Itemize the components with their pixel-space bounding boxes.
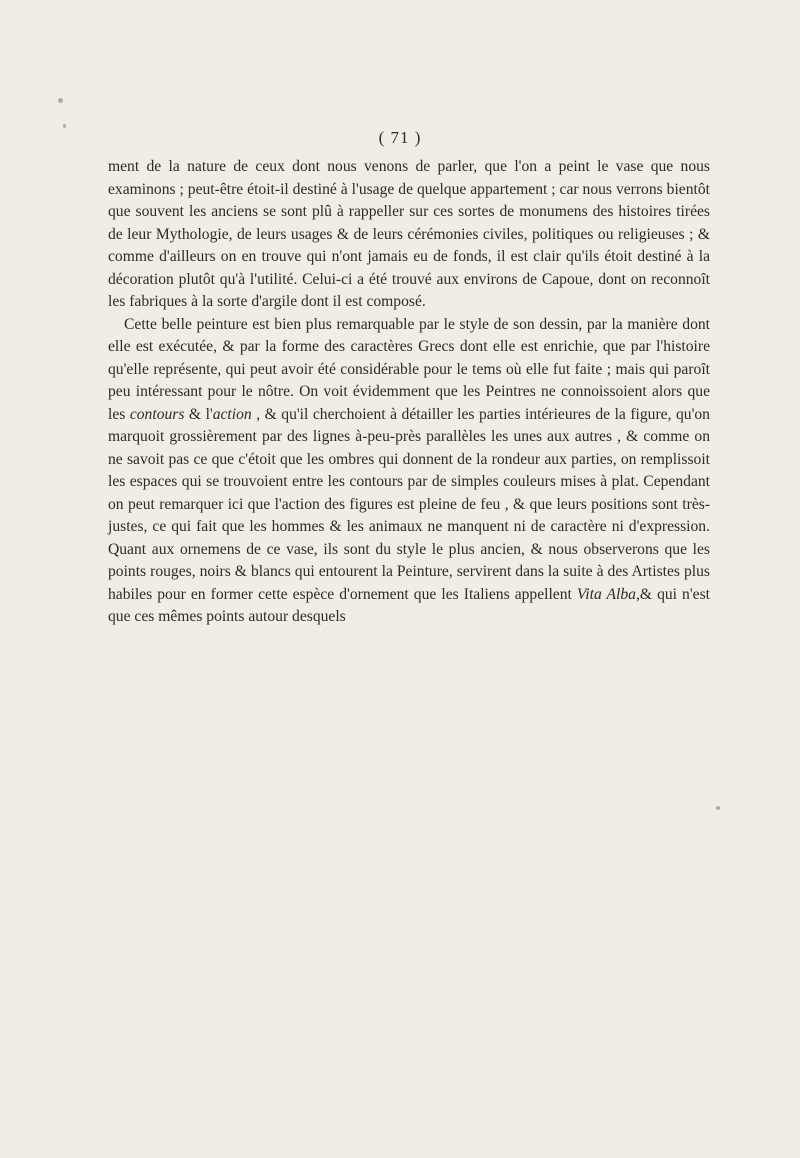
paragraph-1: ment de la nature de ceux dont nous venons de parler, que l'on a peint le vase que nous examinons ; peut-être étoit-il destiné à l'usage de quelque appartement ; car nous verrons bientôt que souvent les anciens se sont plû à rappeller sur ces sortes de monumens des histoires tirées de leur Mythologie, de leurs usages & de leurs cérémonies civiles, politiques ou religieuses ; & comme d'ailleurs on en trouve qui n'ont jamais eu de fonds, il est clair qu'ils étoit destiné à la décoration plutôt qu'à l'utilité. Celui-ci a été trouvé aux environs de Capoue, dont on reconnoît les fabriques à la sorte d'argile dont il est composé.: [108, 158, 710, 310]
paragraph-2-part-4: ,& qui n'est que ces mêmes points autour desquels: [108, 585, 710, 625]
page-number: ( 71 ): [378, 128, 422, 147]
body-text: [108, 156, 710, 629]
ink-spot: [716, 806, 720, 810]
ink-spot: [63, 124, 66, 128]
paragraph-2-part-2: & l': [184, 405, 213, 423]
ink-spot: [58, 98, 63, 103]
emphasis-action: action: [212, 405, 252, 423]
paragraph-2-part-1: Cette belle peinture est bien plus remarquable par le style de son dessin, par la manière dont elle est exécutée, & par la forme des caractères Grecs dont elle est enrichie, que par l'histoire qu'elle représente, qui peut avoir été considérable pour le tems où elle fut faite ; mais qui paroît peu intéressant pour le nôtre. On voit évidemment que les Peintres ne connoissoient alors que les: [108, 315, 710, 423]
emphasis-contours: contours: [129, 405, 185, 423]
paragraph-2-part-3: , & qu'il cherchoient à détailler les parties intérieures de la figure, qu'on marquoit grossièrement par des lignes à-peu-près parallèles les unes aux autres , & comme on ne savoit pas ce que c'étoit que les ombres qui donnent de la rondeur aux parties, on remplissoit les espaces qui se trouvoient entre les contours par de simples couleurs mises à plat. Cependant on peut remarquer ici que l'action des figures est pleine de feu , & que leurs positions sont très-justes, ce qui fait que les hommes & les animaux ne manquent ni de caractère ni d'expression. Quant aux ornemens de ce vase, ils sont du style le plus ancien, & nous observerons que les points rouges, noirs & blancs qui entourent la Peinture, servirent dans la suite à des Artistes plus habiles pour en former cette espèce d'ornement que les Italiens appellent: [108, 405, 710, 603]
emphasis-vita-alba: Vita Alba: [576, 585, 636, 603]
paragraph-2: [108, 314, 710, 629]
